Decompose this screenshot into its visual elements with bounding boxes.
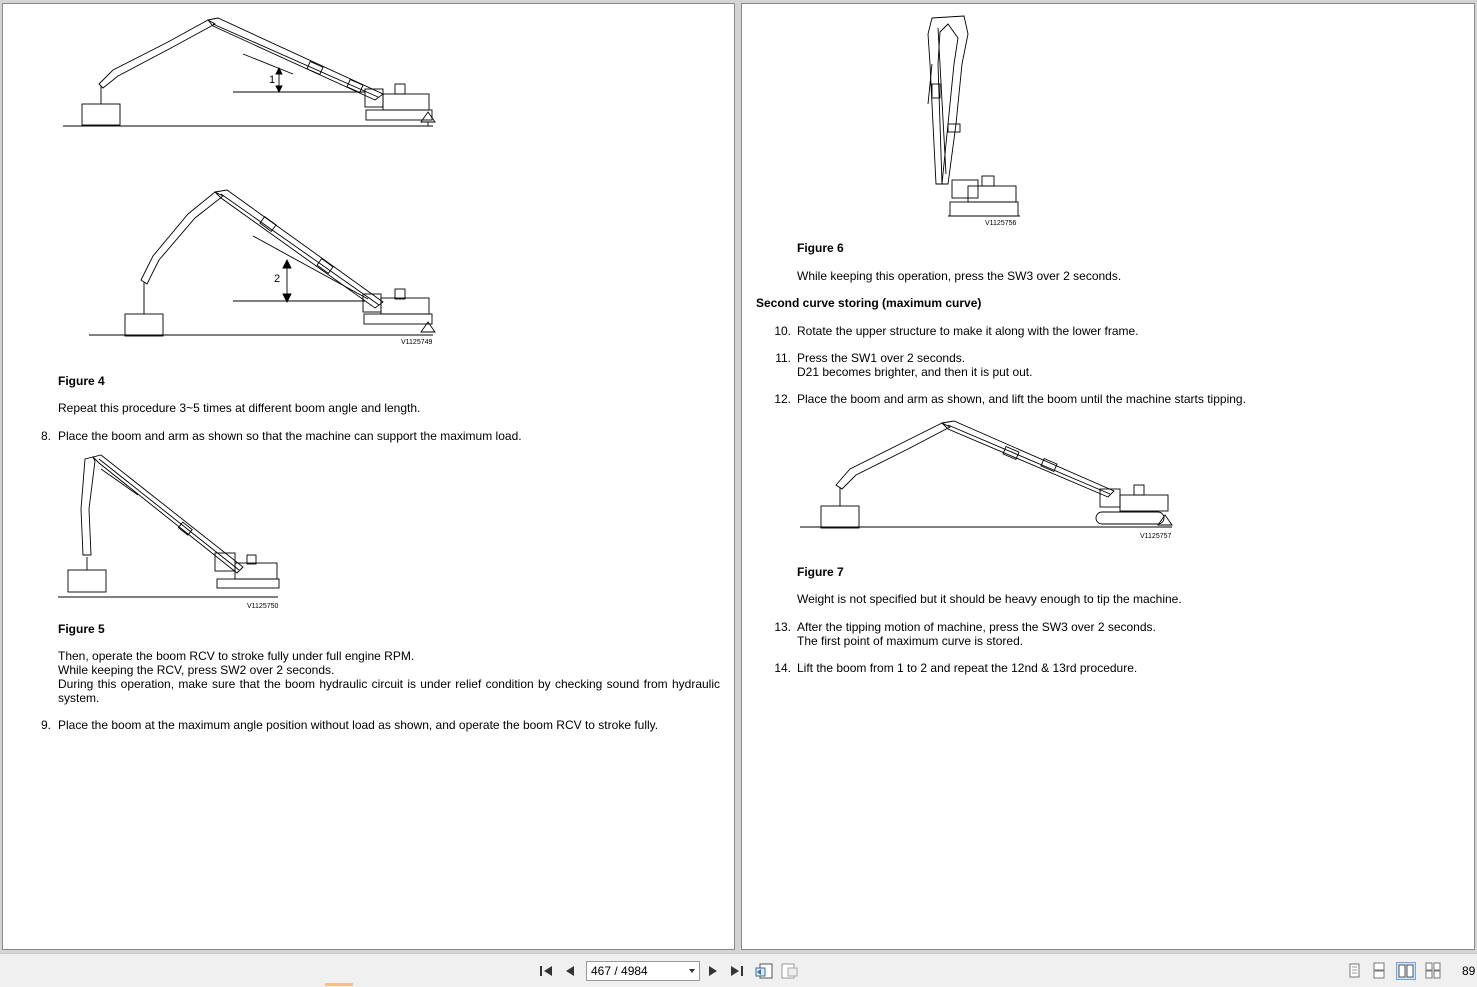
next-page-icon[interactable]	[704, 962, 722, 980]
continuous-two-page-view-icon[interactable]	[1423, 962, 1443, 980]
two-page-view-icon[interactable]	[1396, 962, 1416, 980]
figure-4-caption: Figure 4	[58, 374, 105, 388]
step-11-line-1: Press the SW1 over 2 seconds.	[797, 351, 966, 365]
page-indicator: 467 / 4984	[591, 964, 648, 978]
figure-7-caption: Figure 7	[797, 565, 844, 579]
figure-7-text: Weight is not specified but it should be heavy enough to tip the machine.	[797, 592, 1182, 606]
continuous-view-icon[interactable]	[1369, 962, 1389, 980]
step-10-number: 10.	[774, 324, 791, 338]
step-14-number: 14.	[774, 661, 791, 675]
figure-6-caption: Figure 6	[797, 241, 844, 255]
step-11-number: 11.	[775, 351, 791, 365]
figure-4-code: V1125749	[401, 339, 433, 346]
paragraph-line-2: While keeping the RCV, press SW2 over 2 seconds.	[58, 663, 335, 677]
figure-7-drawing	[742, 409, 1476, 549]
figure-6-drawing	[742, 4, 1476, 234]
step-9-text: Place the boom at the maximum angle position without load as shown, and operate the boom RCV to stroke fully.	[58, 718, 659, 732]
step-8-number: 8.	[40, 429, 51, 443]
paragraph-line-1: Then, operate the boom RCV to stroke fully under full engine RPM.	[58, 649, 415, 663]
last-page-icon[interactable]	[728, 962, 746, 980]
step-12-text: Place the boom and arm as shown, and lift the boom until the machine starts tipping.	[797, 392, 1246, 406]
page-number-input[interactable]	[586, 961, 700, 981]
navigation-toolbar	[0, 953, 1477, 987]
figure-7-code: V1125757	[1140, 533, 1172, 540]
step-12-number: 12.	[774, 392, 791, 406]
left-document-page	[2, 3, 735, 950]
figure-6-text: While keeping this operation, press the SW3 over 2 seconds.	[797, 269, 1122, 283]
figure-5-code: V1125750	[247, 603, 279, 610]
figure-5-drawing	[3, 449, 736, 614]
figure-5-caption: Figure 5	[58, 622, 105, 636]
previous-page-icon[interactable]	[561, 962, 579, 980]
go-forward-icon[interactable]	[781, 962, 799, 980]
single-page-view-icon[interactable]	[1344, 962, 1364, 980]
step-14-text: Lift the boom from 1 to 2 and repeat the 12nd & 13rd procedure.	[797, 661, 1138, 675]
chevron-down-icon[interactable]	[689, 969, 695, 973]
right-document-page	[741, 3, 1475, 950]
figure-4-bottom-drawing	[3, 184, 736, 354]
repeat-procedure-text: Repeat this procedure 3~5 times at different boom angle and length.	[58, 401, 421, 415]
figure-4-top-drawing	[3, 4, 736, 134]
step-8-text: Place the boom and arm as shown so that the machine can support the maximum load.	[58, 429, 522, 443]
step-13-line-2: The first point of maximum curve is stored.	[797, 634, 1024, 648]
go-back-icon[interactable]	[755, 962, 773, 980]
step-9-number: 9.	[40, 718, 51, 732]
paragraph-line-3: During this operation, make sure that the boom hydraulic circuit is under relief condition by checking sound from hydraulic system.	[58, 677, 720, 705]
step-13-number: 13.	[774, 620, 791, 634]
figure-4-callout-1: 1	[269, 74, 276, 86]
step-13-line-1: After the tipping motion of machine, press the SW3 over 2 seconds.	[797, 620, 1156, 634]
step-11-line-2: D21 becomes brighter, and then it is put out.	[797, 365, 1033, 379]
zoom-level[interactable]: 89	[1462, 964, 1476, 978]
step-10-text: Rotate the upper structure to make it along with the lower frame.	[797, 324, 1139, 338]
figure-4-callout-2: 2	[274, 273, 281, 285]
first-page-icon[interactable]	[537, 962, 555, 980]
section-heading: Second curve storing (maximum curve)	[756, 296, 982, 310]
figure-6-code: V1125756	[985, 220, 1017, 227]
